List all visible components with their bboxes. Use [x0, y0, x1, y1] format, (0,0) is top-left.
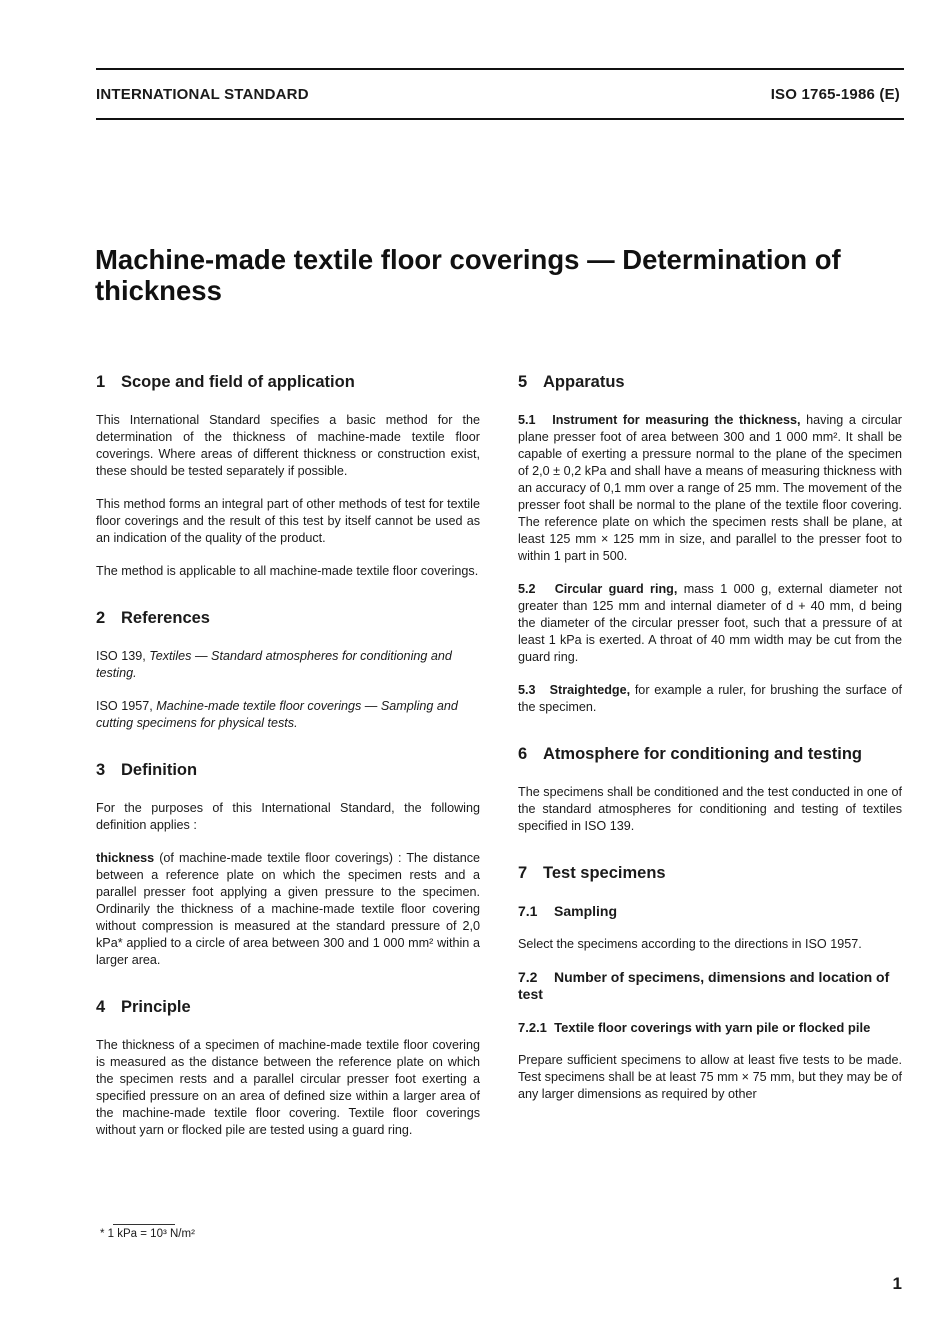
section-number: 6: [518, 745, 528, 763]
section-number: 2: [96, 609, 106, 627]
header-right-label: ISO 1765-1986 (E): [770, 86, 900, 103]
section-5-heading: [518, 372, 902, 392]
clause-text: mass 1 000 g, external diameter not greater than 125 mm and internal diameter of d + 40 mm, d being the diameter of the circular presser foot, such that a pressure of at least 1 kPa is exerted. A throat of 40 mm width may be cut from the guard ring.: [518, 582, 902, 664]
paragraph: The method is applicable to all machine-made textile floor coverings.: [96, 564, 479, 578]
clause-number: 5.3: [518, 683, 536, 697]
clause-title: Circular guard ring,: [554, 582, 678, 596]
subsection-7-2-1-heading: [518, 1019, 902, 1036]
paragraph: Select the specimens according to the directions in ISO 1957.: [518, 937, 862, 951]
clause-text: for example a ruler, for brushing the surface of the specimen.: [518, 683, 903, 714]
clause-5-1: [518, 412, 902, 565]
section-number: 5: [518, 373, 528, 391]
subsection-number: 7.1: [518, 903, 538, 919]
section-3-heading: [96, 760, 480, 780]
section-title: Scope and field of application: [121, 373, 355, 391]
clause-number: 5.2: [518, 582, 536, 596]
section-number: 4: [96, 998, 106, 1016]
paragraph: This method forms an integral part of other methods of test for textile floor coverings and the result of this test by itself cannot be used as an indication of the quality of the product.: [96, 497, 480, 545]
subsection-title: Textile floor coverings with yarn pile or flocked pile: [554, 1020, 871, 1035]
section-title: Atmosphere for conditioning and testing: [543, 745, 862, 763]
subsection-7-2-heading: [518, 969, 902, 1003]
subsection-number: 7.2.1: [518, 1020, 547, 1035]
reference-title: Textiles — Standard atmospheres for conditioning and testing.: [96, 649, 452, 680]
reference-iso-1957: [96, 698, 480, 732]
header-top-rule: [96, 68, 904, 70]
page-title: Machine-made textile floor coverings — Determination of thickness: [95, 244, 841, 306]
section-6-heading: [518, 744, 902, 764]
section-number: 3: [96, 761, 106, 779]
clause-text: having a circular plane presser foot of area between 300 and 1 000 mm². It shall be capable of exerting a pressure normal to the plane of the specimen of 2,0 ± 0,2 kPa and shall have a means of measuring thickness with an accuracy of 0,1 mm over a range of 25 mm. The movement of the presser foot shall be normal to the plane of the textile floor covering. The reference plate on which the specimen rests shall be plane, at least 125 mm × 125 mm in size, and parallel to the presser foot to within 1 part in 500.: [518, 413, 902, 563]
section-number: 7: [518, 864, 528, 882]
subsection-7-1-heading: [518, 903, 902, 920]
header-left-label: INTERNATIONAL STANDARD: [96, 86, 309, 103]
section-title: Test specimens: [543, 864, 666, 882]
definition-text: (of machine-made textile floor coverings) : The distance between a reference plate on which the specimen rests and a parallel presser foot applying a given pressure to the specimen. Ordinarily the thickness of a machine-made textile floor covering without compression is measured at the standard pressure of 2,0 kPa* applied to a circle of area between 300 and 1 000 mm² within a larger area.: [96, 851, 481, 967]
footnote-rule: [113, 1224, 175, 1225]
reference-code: ISO 1957,: [96, 699, 153, 713]
left-column: [96, 372, 480, 1155]
section-7-heading: [518, 863, 902, 883]
definition-paragraph: [96, 850, 480, 969]
clause-number: 5.1: [518, 413, 536, 427]
reference-code: ISO 139,: [96, 649, 146, 663]
subsection-title: Number of specimens, dimensions and location of test: [518, 969, 890, 1002]
section-1-heading: [96, 372, 480, 392]
section-number: 1: [96, 373, 106, 391]
reference-iso-139: [96, 648, 480, 682]
page-number: 1: [892, 1274, 902, 1293]
section-title: Principle: [121, 998, 191, 1016]
subsection-number: 7.2: [518, 969, 538, 985]
paragraph: This International Standard specifies a basic method for the determination of the thickness of machine-made textile floor coverings. Where areas of different thickness or construction exist, these should be tested separately if possible.: [96, 413, 480, 478]
clause-5-3: [518, 682, 902, 716]
section-2-heading: [96, 608, 480, 628]
paragraph: For the purposes of this International Standard, the following definition applies :: [96, 801, 480, 832]
section-title: References: [121, 609, 210, 627]
clause-title: Straightedge,: [549, 683, 631, 697]
clause-title: Instrument for measuring the thickness,: [552, 413, 801, 427]
clause-5-2: [518, 581, 902, 666]
section-4-heading: [96, 997, 480, 1017]
reference-title: Machine-made textile floor coverings — Sampling and cutting specimens for physical tests.: [96, 699, 458, 730]
subsection-title: Sampling: [554, 903, 618, 919]
paragraph: The specimens shall be conditioned and the test conducted in one of the standard atmospheres for conditioning and testing of textiles specified in ISO 139.: [518, 785, 902, 833]
definition-term: thickness: [96, 851, 155, 865]
paragraph: The thickness of a specimen of machine-made textile floor covering is measured as the distance between the reference plate on which the specimen rests and a parallel circular presser foot exerting a specified pressure on an area of defined size within a larger area of the machine-made textile floor covering. Textile floor coverings without yarn or flocked pile are tested using a guard ring.: [96, 1038, 480, 1137]
footnote: * 1 kPa = 10³ N/m²: [100, 1228, 195, 1240]
header-bottom-rule: [96, 118, 904, 120]
paragraph: Prepare sufficient specimens to allow at least five tests to be made. Test specimens shall be at least 75 mm × 75 mm, but they may be of any larger dimensions as required by other: [518, 1053, 902, 1101]
section-title: Apparatus: [543, 373, 625, 391]
right-column: [518, 372, 902, 1119]
section-title: Definition: [121, 761, 198, 779]
